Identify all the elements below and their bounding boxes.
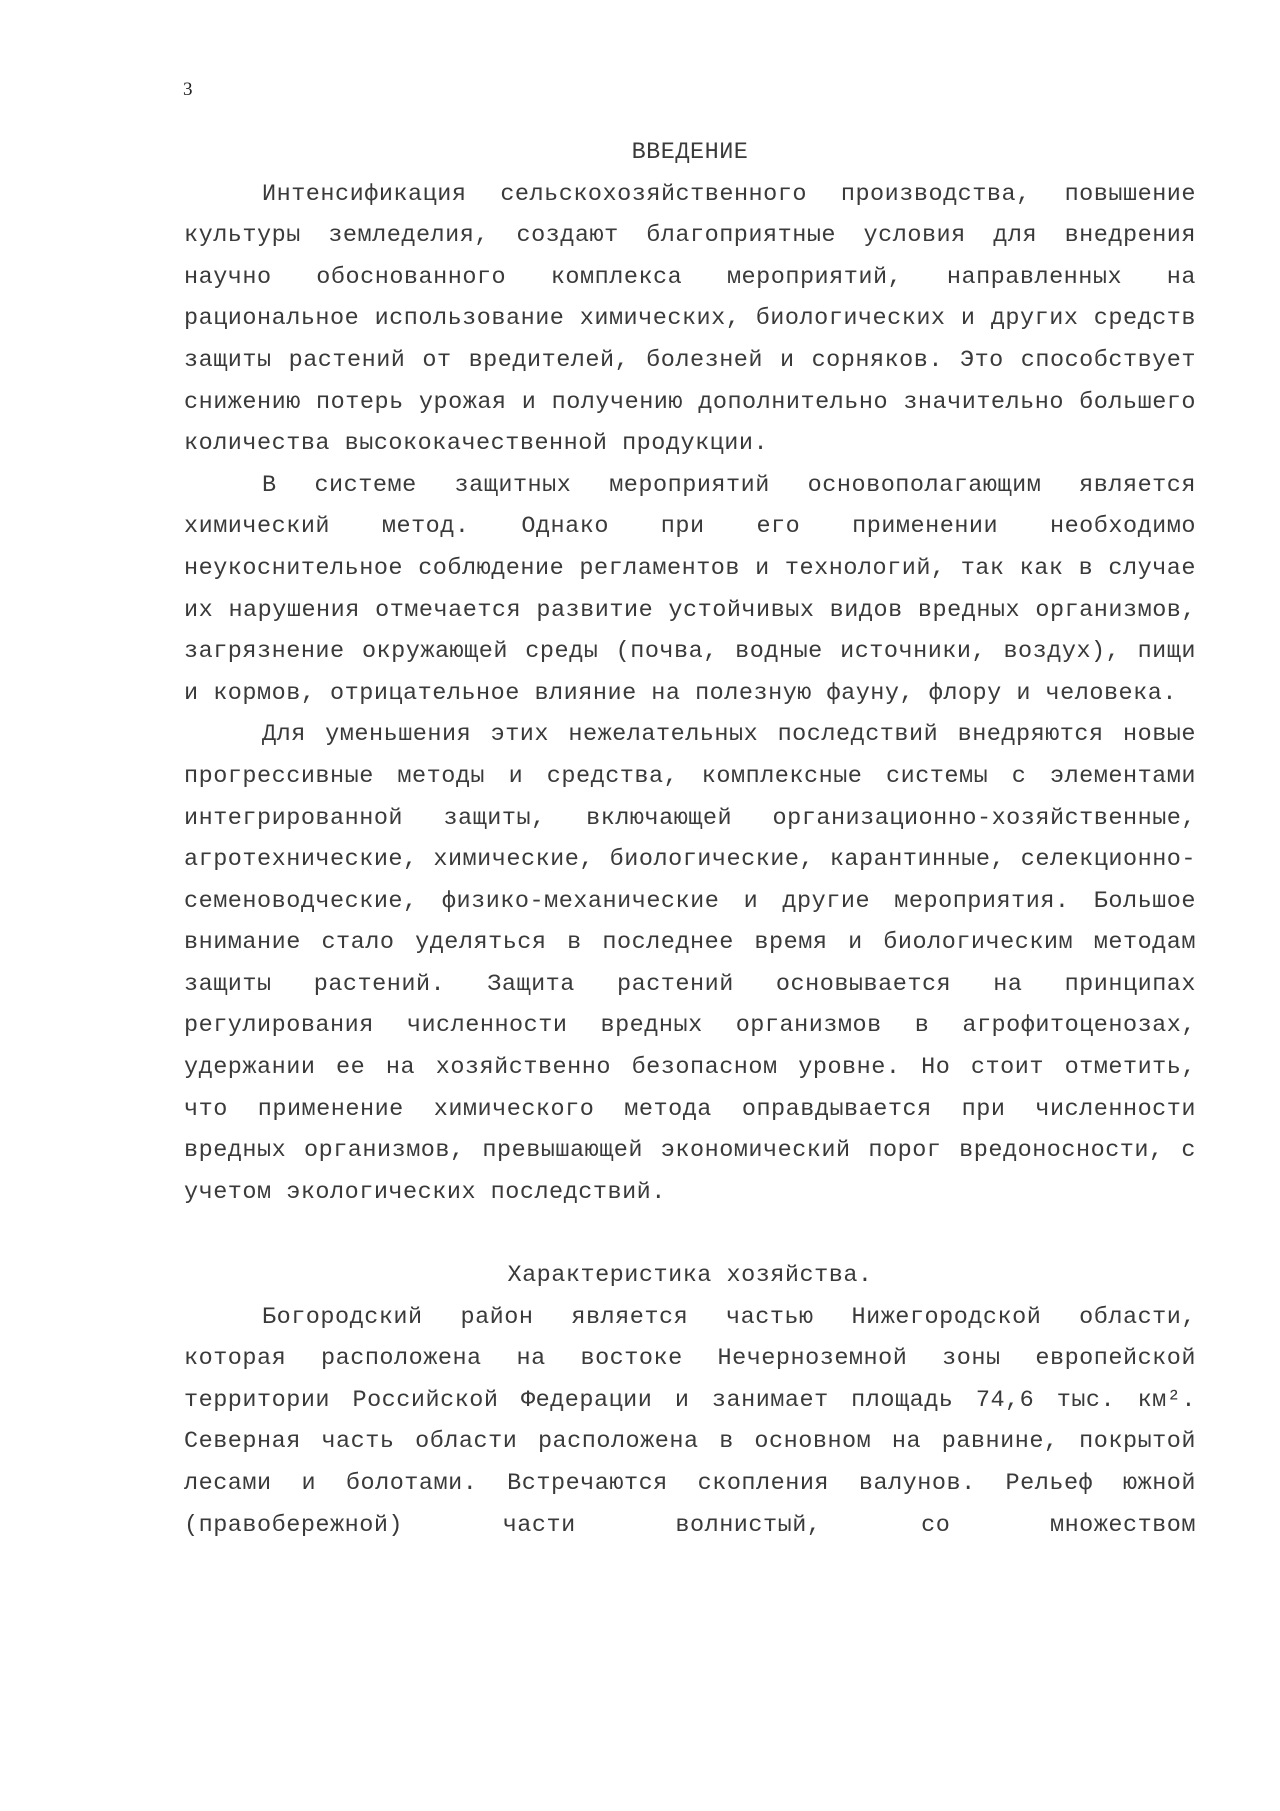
- introduction-section: [184, 132, 1196, 1213]
- farm-characteristics-heading: Характеристика хозяйства.: [507, 1262, 873, 1290]
- introduction-paragraph-2: В системе защитных мероприятий основополагающим является химический метод. Однако при его применении необходимо неукоснительное соблюдение регламентов и технологий, так как в случае их нарушения отмечается развитие устойчивых видов вредных организмов, загрязнение окружающей среды (почва, водные источники, воздух), пищи и кормов, отрицательное влияние на полезную фауну, флору и человека.: [184, 471, 1196, 707]
- page-number: 3: [183, 79, 193, 100]
- farm-characteristics-paragraph-1: Богородский район является частью Нижегородской области, которая расположена на востоке Нечерноземной зоны европейской территории Российской Федерации и занимает площадь 74,6 тыс. км². Северная часть области расположена в основном на равнине, покрытой лесами и болотами. Встречаются скопления валунов. Рельеф южной (правобережной) части волнистый, со множеством: [184, 1303, 1196, 1539]
- document-body: [184, 132, 1196, 1546]
- farm-characteristics-section: [184, 1255, 1196, 1546]
- introduction-heading: ВВЕДЕНИЕ: [631, 139, 749, 166]
- introduction-paragraph-3: Для уменьшения этих нежелательных последствий внедряются новые прогрессивные методы и средства, комплексные системы с элементами интегрированной защиты, включающей организационно-хозяйственные, агротехнические, химические, биологические, карантинные, селекционно-семеноводческие, физико-механические и другие мероприятия. Большое внимание стало уделяться в последнее время и биологическим методам защиты растений. Защита растений основывается на принципах регулирования численности вредных организмов в агрофитоценозах, удержании ее на хозяйственно безопасном уровне. Но стоит отметить, что применение химического метода оправдывается при численности вредных организмов, превышающей экономический порог вредоносности, с учетом экологических последствий.: [184, 721, 1196, 1206]
- introduction-paragraph-1: Интенсификация сельскохозяйственного производства, повышение культуры земледелия, создают благоприятные условия для внедрения научно обоснованного комплекса мероприятий, направленных на рациональное использование химических, биологических и других средств защиты растений от вредителей, болезней и сорняков. Это способствует снижению потерь урожая и получению дополнительно значительно большего количества высококачественной продукции.: [184, 180, 1196, 458]
- section-spacer: [184, 1213, 1196, 1255]
